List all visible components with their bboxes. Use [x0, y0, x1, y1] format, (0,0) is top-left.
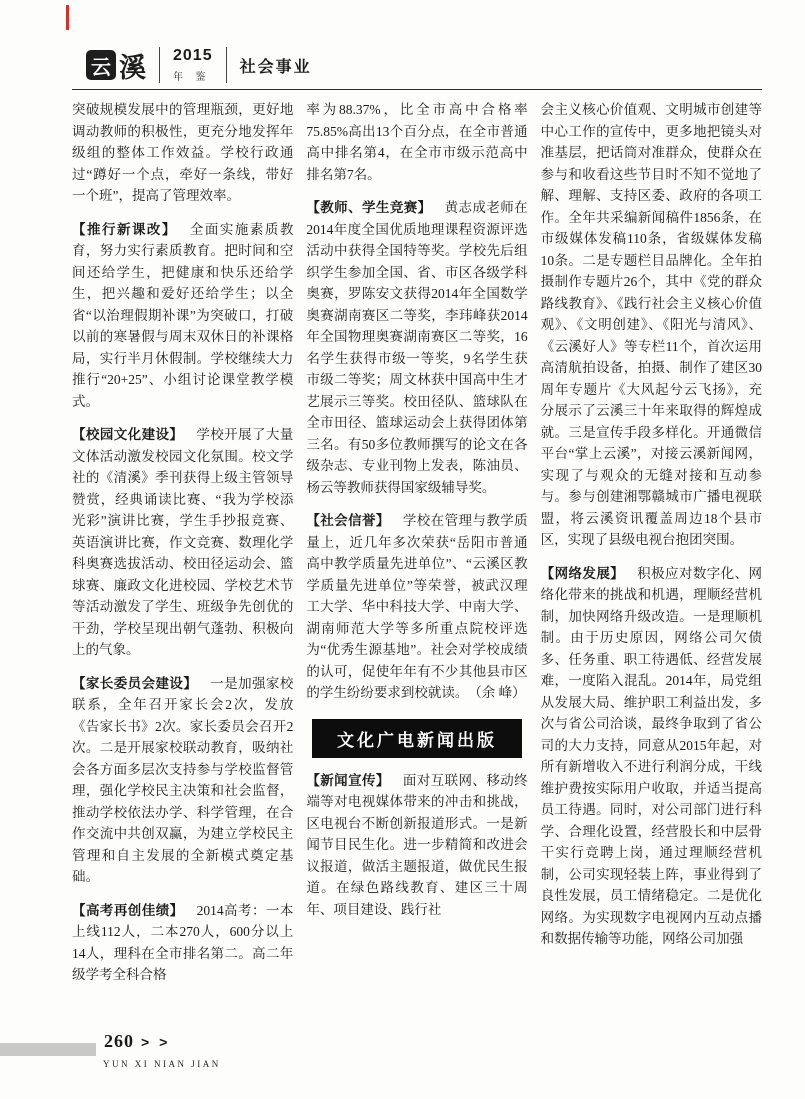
section-title: 社会事业: [239, 58, 312, 76]
page-number-row: [104, 1031, 170, 1052]
column-3: [541, 99, 762, 986]
entry-text: 学校在管理与教学质量上，近几年多次荣获“岳阳市普通高中教学质量先进单位”、“云溪区教学质量先进单位”等荣誉，被武汉理工大学、华中科技大学、中南大学、湖南师范大学等多所重点院校评选为“优秀生源基地”。社会对学校成绩的认可，促使年年有不少其他县市区的学生纷纷要求到校就读。: [306, 513, 528, 700]
entry-heading: 【推行新课改】: [72, 221, 177, 237]
column-2: [306, 99, 527, 986]
header-divider: [159, 47, 160, 83]
page-number: 260: [104, 1031, 134, 1051]
entry-parent-committee: [72, 673, 293, 888]
paragraph-text: 突破规模发展中的管理瓶颈，更好地调动教师的积极性，更充分地发挥年级组的整体工作效益。学校行政通过“蹲好一个点，牵好一条线，带好一个班”，提高了管理效率。: [72, 102, 294, 203]
entry-teacher-student-competitions: [306, 197, 527, 498]
red-crop-mark: [66, 5, 69, 30]
entry-text: 2014高考：一本上线112人，二本270人，600分以上14人，理科在全市排名第二。高二年级学考全科合格: [72, 902, 294, 982]
entry-text: 面对互联网、移动终端等对电视媒体带来的冲击和挑战，区电视台不断创新报道形式。一是新闻节目民生化。进一步精简和改进会议报道，做活主题报道，做优民生报道。在绿色路线教育、建区三十周年、项目建设、践行社: [306, 772, 528, 917]
paragraph-text: 率为88.37%，比全市高中合格率75.85%高出13个百分点，在全市普通高中排名第4，在全市市级示范高中排名第7名。: [306, 102, 528, 182]
paragraph-text: 会主义核心价值观、文明城市创建等中心工作的宣传中，更多地把镜头对准基层，把话筒对准群众，使群众在参与和收看这些节目时不知不觉地了解、理解、支持区委、政府的各项工作。全年共采编新闻稿件1856条，在市级媒体发稿110条，省级媒体发稿10条。二是专题栏目品牌化。全年拍摄制作专题片26个，其中《党的群众路线教育》、《践行社会主义核心价值观》、《文明创建》、《阳光与清风》、《云溪好人》等专栏11个，首次运用高清航拍设备，拍摄、制作了建区30周年专题片《大风起兮云飞扬》，充分展示了云溪三十年来取得的辉煌成就。三是宣传手段多样化。开通微信平台“掌上云溪”，对接云溪新闻网，实现了与观众的无缝对接和互动参与。参与创建湘鄂赣城市广播电视联盟，将云溪资讯覆盖周边18个县市区，实现了县级电视台抱团突围。: [540, 102, 762, 547]
entry-heading: 【新闻宣传】: [306, 772, 390, 788]
entry-heading: 【家长委员会建设】: [72, 675, 198, 691]
entry-news-publicity: [306, 770, 527, 921]
paragraph-continuation: [72, 99, 293, 207]
yearbook-logo: [86, 46, 146, 85]
text-columns: [72, 99, 762, 986]
yearbook-label: 年 鉴: [173, 72, 211, 83]
entry-text: 积极应对数字化、网络化带来的挑战和机遇，理顺经营机制，加快网络升级改造。一是理顺机制。由于历史原因，网络公司欠债多、任务重、职工待遇低、经营发展难，一度陷入混乱。2014年，局党组从发展大局、维护职工利益出发，多次与省公司洽谈，最终争取到了省公司的大力支持，同意从2015年起，对所有新增收入不进行利润分成，干线维护费按实际用户收取，并适当提高员工待遇。同时，对公司部门进行科学、合理化设置，经营股长和中层骨干实行竞聘上岗，通过理顺经营机制，公司实现轻装上阵，事业得到了良性发展，员工情绪稳定。二是优化网络。为实现数字电视网内互动点播和数据传输等功能，网络公司加强: [540, 565, 762, 946]
logo-char-yun: 云: [86, 50, 116, 80]
entry-campus-culture: [72, 424, 293, 661]
footer-gray-bar: [0, 1043, 96, 1056]
page-header: [72, 42, 762, 88]
section-banner-culture-broadcast: 文化广电新闻出版: [312, 719, 521, 758]
entry-gaokao-results: [72, 900, 293, 986]
header-rule: [72, 89, 762, 90]
year-block: [173, 47, 213, 83]
entry-text: 全面实施素质教育，努力实行素质教育。把时间和空间还给学生，把健康和快乐还给学生，把兴趣和爱好还给学生；以全省“以治理假期补课”为突破口，打破以前的寒暑假与周末双休日的补课格局，实行半月休假制。学校继续大力推行“20+25”、小组讨论课堂教学模式。: [72, 221, 294, 409]
entry-heading: 【社会信誉】: [306, 513, 390, 528]
entry-heading: 【高考再创佳绩】: [72, 902, 184, 918]
header-divider: [226, 47, 227, 83]
page-number-arrows: > >: [141, 1034, 171, 1050]
entry-social-reputation: [306, 510, 527, 704]
entry-text: 一是加强家校联系，全年召开家长会2次，发放《告家长书》2次。家长委员会召开2次。二是开展家校联动教育，吸纳社会各方面多层次支持参与学校监督管理，强化学校民主决策和社会监督，推动学校依法办学、科学管理，在合作交流中共创双赢，为建立学校民主管理和自主发展的全新模式奠定基础。: [72, 675, 294, 884]
author-credit: （余 峰）: [468, 685, 526, 700]
paragraph-continuation: [541, 99, 762, 551]
paragraph-continuation: [306, 99, 527, 185]
logo-char-xi: 溪: [119, 52, 146, 83]
column-1: [72, 99, 293, 986]
entry-text: 黄志成老师在2014年度全国优质地理课程资源评选活动中获得全国特等奖。学校先后组织学生参加全国、省、市区各级学科奥赛，罗陈安文获得2014年全国数学奥赛湖南赛区二等奖，李玮峰获2014年全国物理奥赛湖南赛区二等奖，16名学生获得市级一等奖，9名学生获市级二等奖；周文林获中国高中生才艺展示三等奖。校田径队、篮球队在全市田径、篮球运动会上获得团体第三名。有50多位教师撰写的论文在各级杂志、专业刊物上发表，陈油员、杨云等教师获得国家级辅导奖。: [306, 200, 528, 495]
year-label: 2015: [173, 47, 213, 64]
entry-heading: 【教师、学生竞赛】: [306, 200, 432, 215]
yearbook-romanized-title: YUN XI NIAN JIAN: [103, 1059, 221, 1069]
entry-heading: 【网络发展】: [540, 565, 625, 581]
entry-text: 学校开展了大量文体活动激发校园文化氛围。校文学社的《清溪》季刊获得上级主管领导赞赏，经典诵读比赛、“我为学校添光彩”演讲比赛，学生手抄报竞赛、英语演讲比赛，作文竞赛、数理化学科奥赛选拔活动、校田径运动会、篮球赛、廉政文化进校园、学校艺术节等活动激发了学生、班级争先创优的干劲，学校呈现出朝气蓬勃、积极向上的气象。: [72, 427, 294, 657]
entry-network-development: [541, 563, 762, 950]
entry-new-curriculum: [72, 219, 293, 413]
entry-heading: 【校园文化建设】: [72, 427, 184, 442]
